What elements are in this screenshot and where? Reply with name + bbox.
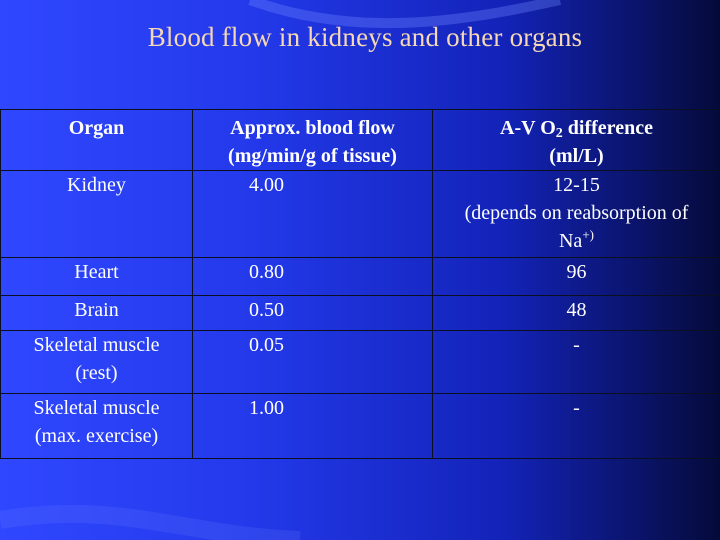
header-flow-line2: (mg/min/g of tissue) bbox=[228, 145, 397, 167]
cell-organ bbox=[1, 296, 193, 331]
table-row-brain bbox=[1, 296, 720, 331]
organ-label: Heart bbox=[74, 261, 119, 283]
header-organ bbox=[1, 110, 193, 171]
cell-flow bbox=[193, 296, 433, 331]
table-row-skeletal-muscle-rest bbox=[1, 331, 720, 394]
cell-avo2 bbox=[433, 394, 720, 459]
header-flow-line1: Approx. blood flow bbox=[230, 117, 395, 139]
organ-label: Kidney bbox=[67, 174, 126, 196]
organ-label-line2: (max. exercise) bbox=[34, 425, 159, 447]
table-row-heart bbox=[1, 258, 720, 296]
header-organ-label: Organ bbox=[68, 117, 125, 139]
header-blood-flow bbox=[193, 110, 433, 171]
cell-organ bbox=[1, 394, 193, 459]
cell-flow bbox=[193, 394, 433, 459]
cell-organ bbox=[1, 331, 193, 394]
cell-flow bbox=[193, 331, 433, 394]
flow-value: 0.50 bbox=[249, 299, 284, 321]
cell-avo2 bbox=[433, 331, 720, 394]
organ-label: Brain bbox=[74, 299, 119, 321]
header-avo2-suffix: difference bbox=[562, 117, 653, 139]
cell-avo2 bbox=[433, 171, 720, 258]
table-row-skeletal-muscle-exercise bbox=[1, 394, 720, 459]
avo2-value: - bbox=[573, 334, 580, 356]
avo2-value-line3: Na bbox=[558, 230, 583, 252]
header-avo2-subscript: 2 bbox=[555, 126, 563, 141]
avo2-value: - bbox=[573, 397, 580, 419]
header-av-o2-difference bbox=[433, 110, 720, 171]
cell-avo2 bbox=[433, 296, 720, 331]
cell-organ bbox=[1, 171, 193, 258]
flow-value: 4.00 bbox=[249, 174, 284, 196]
avo2-value: 96 bbox=[566, 261, 587, 283]
organ-label-line1: Skeletal muscle bbox=[33, 334, 160, 356]
cell-flow bbox=[193, 258, 433, 296]
organ-label-line1: Skeletal muscle bbox=[33, 397, 160, 419]
avo2-close-paren: ) bbox=[589, 227, 594, 242]
flow-value: 0.80 bbox=[249, 261, 284, 283]
avo2-value: 48 bbox=[566, 299, 587, 321]
header-avo2-units: (ml/L) bbox=[549, 145, 604, 167]
table-row-kidney bbox=[1, 171, 720, 258]
slide-title: Blood flow in kidneys and other organs bbox=[147, 22, 583, 52]
cell-organ bbox=[1, 258, 193, 296]
organ-label-line2: (rest) bbox=[75, 362, 118, 384]
header-avo2-prefix: A-V O bbox=[500, 117, 556, 139]
cell-flow bbox=[193, 171, 433, 258]
flow-value: 0.05 bbox=[249, 334, 284, 356]
blood-flow-table bbox=[0, 109, 720, 459]
avo2-value-line1: 12-15 bbox=[553, 174, 600, 196]
avo2-value-line2: (depends on reabsorption of bbox=[464, 202, 689, 224]
table-header-row bbox=[1, 110, 720, 171]
flow-value: 1.00 bbox=[249, 397, 284, 419]
avo2-superscript: + bbox=[582, 227, 590, 242]
cell-avo2 bbox=[433, 258, 720, 296]
